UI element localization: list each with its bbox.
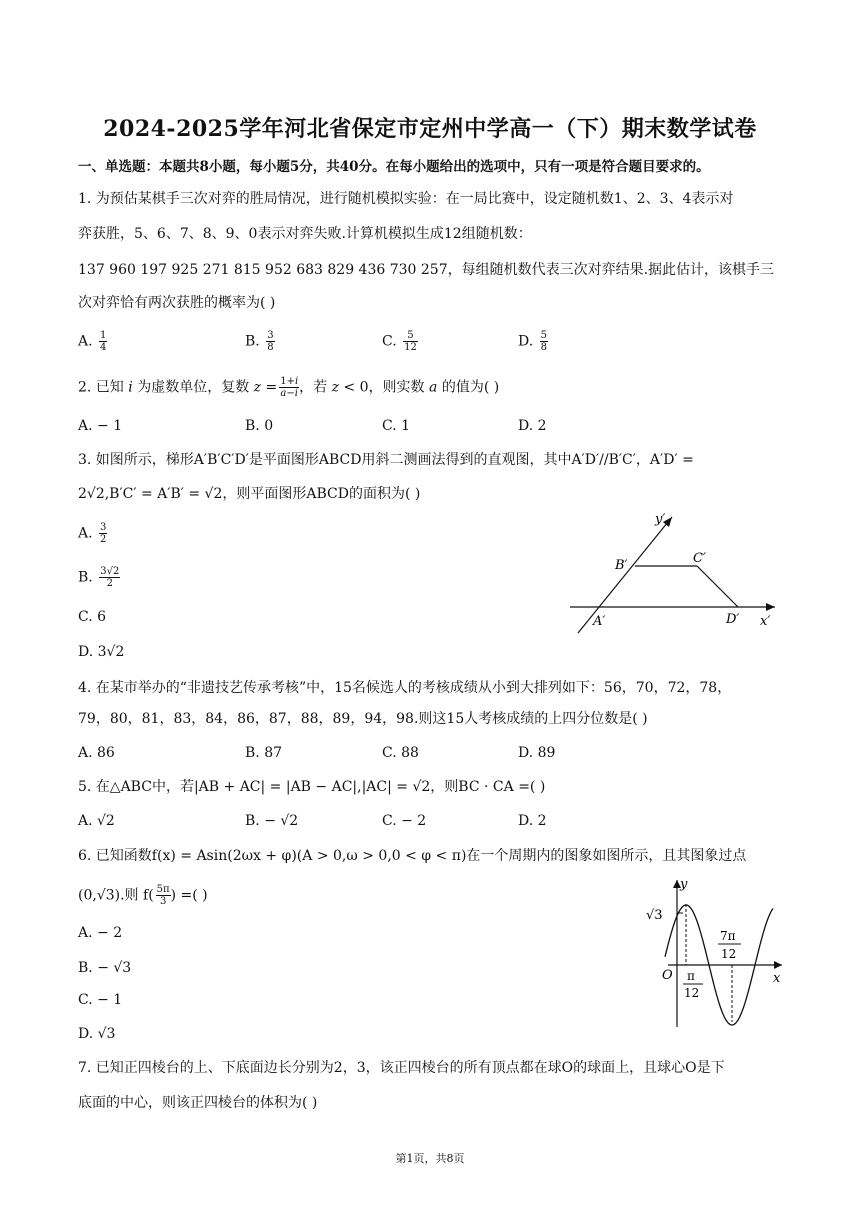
q3-option-a: A. $\frac{3}{2}$ <box>78 522 107 545</box>
q3-line-1: 3. 如图所示，梯形A′B′C′D′是平面图形ABCD用斜二测画法得到的直观图，其中A′D′//B′C′，A′D′ = <box>78 452 694 468</box>
fig-label-x: x′ <box>760 614 771 629</box>
option-fraction: $\frac{5}{8}$ <box>540 330 548 353</box>
option-label: B. <box>245 333 260 350</box>
q4-option-c: C. 88 <box>382 745 419 761</box>
q1-option-a <box>78 330 107 353</box>
q2-option-d: D. 2 <box>518 418 547 434</box>
q3-option-c: C. 6 <box>78 609 107 625</box>
fig-label-b: B′ <box>615 558 628 573</box>
q1-option-c <box>382 330 418 353</box>
q5-option-c: C. − 2 <box>382 813 427 829</box>
math-a: a <box>429 379 438 396</box>
math-z-lt-0: z <box>331 379 340 396</box>
q5-option-d: D. 2 <box>518 813 547 829</box>
option-fraction: $\frac{1}{4}$ <box>100 330 107 353</box>
option-fraction: $\frac{3}{8}$ <box>267 330 274 353</box>
q2-option-c: C. 1 <box>382 418 411 434</box>
q5-option-a: A. √2 <box>78 813 115 829</box>
math-i: i <box>128 379 133 396</box>
q4-option-a: A. 86 <box>78 745 115 761</box>
q7-line-1: 7. 已知正四棱台的上、下底面边长分别为2，3，该正四棱台的所有顶点都在球O的球面上，且球心O是下 <box>78 1060 725 1076</box>
fig-label-y: y′ <box>655 512 666 527</box>
q4-line-1: 4. 在某市举办的“非遗技艺传承考核”中，15名候选人的考核成绩从小到大排列如下：56，70，72，78， <box>78 680 732 696</box>
q5-option-b: B. − √2 <box>245 813 299 829</box>
q3-option-b: B. $\frac{3√2}{2}$ <box>78 566 120 589</box>
graph-label-12b: 12 <box>721 947 737 961</box>
q6-option-d: D. √3 <box>78 1026 116 1042</box>
q6-option-c: C. − 1 <box>78 992 123 1008</box>
q1-line-4: 次对弈恰有两次获胜的概率为( ) <box>78 295 276 311</box>
option-label: D. <box>518 333 534 350</box>
q5-line-1: 5. 在△ABC中，若|AB + AC| = |AB − AC|,|AC| = √2，则BC · CA =( ) <box>78 779 546 795</box>
fig-label-a: A′ <box>593 614 606 629</box>
sine-graph-figure <box>640 872 790 1032</box>
q3-option-d: D. 3√2 <box>78 644 125 660</box>
q1-option-b <box>245 330 275 353</box>
option-label: A. <box>78 333 93 350</box>
graph-label-7pi: 7π <box>720 929 736 943</box>
graph-label-origin: O <box>662 968 673 983</box>
q1-line-2: 弈获胜，5、6、7、8、9、0表示对弈失败.计算机模拟生成12组随机数： <box>78 226 532 242</box>
math-z-eq: z = <box>253 379 278 396</box>
graph-label-pi: π <box>687 969 695 983</box>
q2-option-a: A. − 1 <box>78 418 123 434</box>
q6-option-b: B. − √3 <box>78 960 132 976</box>
page-title: 2024-2025学年河北省保定市定州中学高一（下）期末数学试卷 <box>103 116 757 142</box>
q1-line-1: 1. 为预估某棋手三次对弈的胜局情况，进行随机模拟实验：在一局比赛中，设定随机数1、2、3、4表示对 <box>78 191 734 207</box>
q4-line-2: 79，80，81，83，84，86，87，88，89，94，98.则这15人考核成绩的上四分位数是( ) <box>78 711 648 727</box>
q6-line-2: (0,√3).则 f( $\frac{5\pi}{3}$ ) =( ) <box>78 884 208 907</box>
page-footer: 第1页，共8页 <box>395 1152 465 1165</box>
q7-line-2: 底面的中心，则该正四棱台的体积为( ) <box>78 1095 318 1111</box>
q3-line-2: 2√2,B′C′ = A′B′ = √2，则平面图形ABCD的面积为( ) <box>78 486 421 502</box>
q4-option-d: D. 89 <box>518 745 556 761</box>
graph-label-y: y <box>680 877 688 892</box>
option-fraction: $\frac{5}{12}$ <box>404 330 417 353</box>
graph-label-sqrt3: √3 <box>646 908 663 923</box>
complex-fraction: $\frac{1+i}{a-i}$ <box>280 376 299 399</box>
q2-option-b: B. 0 <box>245 418 274 434</box>
q4-option-b: B. 87 <box>245 745 283 761</box>
trapezoid-figure <box>560 505 790 640</box>
graph-label-x: x <box>773 971 781 986</box>
fig-label-c: C′ <box>693 551 706 566</box>
q1-line-3: 137 960 197 925 271 815 952 683 829 436 730 257，每组随机数代表三次对弈结果.据此估计，该棋手三 <box>78 262 775 278</box>
q1-option-d <box>518 330 548 353</box>
q6-line-1: 6. 已知函数f(x) = Asin(2ωx + φ)(A > 0,ω > 0,0 < φ < π)在一个周期内的图象如图所示，且其图象过点 <box>78 848 747 864</box>
q6-option-a: A. − 2 <box>78 925 123 941</box>
q2-line-1: 2. 已知 i 为虚数单位，复数 z = $\frac{1+i}{a-i}$ ，若 z < 0，则实数 a 的值为( ) <box>78 376 500 399</box>
fig-label-d: D′ <box>726 612 740 627</box>
graph-label-12a: 12 <box>684 986 700 1000</box>
option-label: C. <box>382 333 397 350</box>
section-heading: 一、单选题：本题共8小题，每小题5分，共40分。在每小题给出的选项中，只有一项是符合题目要求的。 <box>78 159 710 175</box>
